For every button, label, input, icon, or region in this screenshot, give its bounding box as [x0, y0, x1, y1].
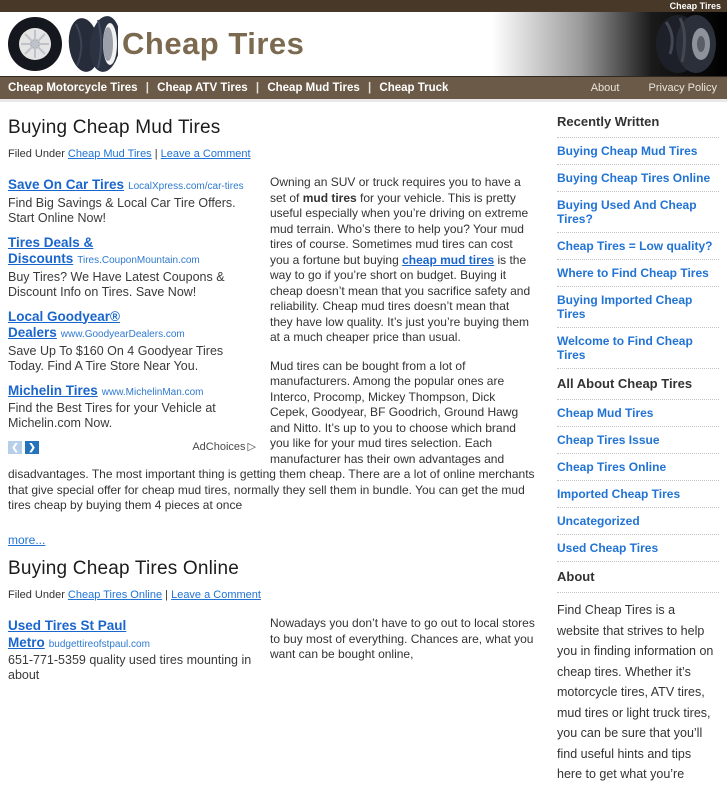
ad-prev-arrow-icon[interactable]: ❮	[8, 441, 22, 454]
sidebar-category-used-cheap-tires[interactable]: Used Cheap Tires	[557, 535, 719, 562]
leave-comment-link[interactable]: Leave a Comment	[160, 148, 251, 160]
leave-comment-link[interactable]: Leave a Comment	[171, 589, 261, 601]
sidebar-heading-all-about-cheap-tires: All About Cheap Tires	[557, 369, 719, 400]
category-link[interactable]: Cheap Tires Online	[67, 589, 163, 601]
filed-under-label: Filed Under	[8, 589, 65, 601]
nav-link-about[interactable]: About	[590, 82, 620, 94]
post-title: Buying Cheap Mud Tires	[8, 117, 221, 138]
post-body	[8, 616, 535, 682]
ad-block	[8, 177, 258, 456]
ad-item	[8, 235, 258, 300]
post-paragraph: Nowadays you don’t have to go out to local stores to buy most of everything. Chances are, what you want can be bought online,	[270, 616, 535, 661]
ad-title-link[interactable]: Save On Car Tires	[8, 177, 125, 192]
bold-text: mud tires	[302, 190, 357, 205]
nav-link-cheap-truck[interactable]: Cheap Truck	[379, 82, 449, 94]
ad-description: 651-771-5359 quality used tires mounting in about	[8, 653, 252, 682]
sidebar-item-cheap-tires-low-quality[interactable]: Cheap Tires = Low quality?	[557, 233, 719, 260]
sidebar-category-imported-cheap-tires[interactable]: Imported Cheap Tires	[557, 481, 719, 508]
sidebar-category-cheap-tires-online[interactable]: Cheap Tires Online	[557, 454, 719, 481]
sidebar-heading-about: About	[557, 562, 719, 593]
cheap-mud-tires-link[interactable]: cheap mud tires	[402, 252, 495, 267]
ad-item	[8, 177, 258, 226]
site-header	[0, 12, 727, 76]
adchoices-label: AdChoices	[192, 441, 246, 453]
ad-description: Save Up To $160 On 4 Goodyear Tires Today. Find A Tire Store Near You.	[8, 343, 224, 373]
ad-url[interactable]: budgettireofstpaul.com	[48, 638, 150, 650]
paragraph-text: for your vehicle. This is pretty useful especially when you’re driving on extreme mud terrain. Who’s there to help you? Your mud tires of course. Sometimes mud tires can cost you a fortune but buying	[270, 190, 529, 267]
content-column	[0, 102, 545, 700]
nav-separator: |	[367, 82, 372, 94]
nav-link-cheap-atv-tires[interactable]: Cheap ATV Tires	[157, 82, 248, 94]
ad-pager	[8, 440, 258, 456]
sidebar-category-cheap-mud-tires[interactable]: Cheap Mud Tires	[557, 400, 719, 427]
paragraph-text: is the way to go if you’re short on budget. Buying it cheap doesn’t mean that you sacrifice safety and reliability. Cheap mud tires doesn’t mean that they have low quality. It’s just you’re buying them at a much cheaper price than usual.	[270, 252, 531, 344]
nav-links	[8, 82, 448, 94]
nav-link-cheap-motorcycle-tires[interactable]: Cheap Motorcycle Tires	[8, 82, 138, 94]
ad-item	[8, 383, 258, 432]
adchoices-link[interactable]	[192, 440, 258, 456]
ad-url[interactable]: LocalXpress.com/car-tires	[128, 181, 244, 192]
ad-description: Find Big Savings & Local Car Tire Offers. Start Online Now!	[8, 195, 236, 225]
header-gradient	[492, 12, 727, 76]
meta-separator: |	[165, 589, 169, 601]
ad-title-link[interactable]: Used Tires St Paul Metro	[8, 618, 127, 650]
filed-under-label: Filed Under	[8, 148, 65, 160]
nav-secondary-links	[565, 82, 717, 94]
sidebar-item-buying-cheap-mud-tires[interactable]: Buying Cheap Mud Tires	[557, 138, 719, 165]
tire-right-icon	[646, 12, 724, 76]
post-meta	[8, 148, 535, 160]
sidebar-about-text: Find Cheap Tires is a website that strives to help you in finding information on cheap tires. Whether it’s motorcycle tires, ATV tires, mud tires or light truck tires, you can be sure that you’ll find useful hints and tips here to get what you’re	[557, 603, 714, 781]
topbar-site-label: Cheap Tires	[669, 1, 721, 11]
ad-url[interactable]: www.MichelinMan.com	[101, 386, 204, 398]
nav-separator: |	[145, 82, 149, 94]
main-area	[0, 102, 727, 785]
post-buying-cheap-mud-tires	[8, 117, 535, 548]
ad-url[interactable]: Tires.CouponMountain.com	[77, 255, 200, 266]
nav-link-cheap-mud-tires[interactable]: Cheap Mud Tires	[267, 82, 360, 94]
more-link[interactable]: more...	[8, 532, 46, 547]
paragraph-text: Owning an SUV or truck requires you to have a set of	[270, 175, 521, 205]
topbar	[0, 0, 727, 12]
sidebar	[545, 102, 727, 785]
adchoices-icon: ▷	[247, 441, 256, 453]
sidebar-item-buying-cheap-tires-online[interactable]: Buying Cheap Tires Online	[557, 165, 719, 192]
nav-link-privacy-policy[interactable]: Privacy Policy	[648, 82, 717, 94]
main-nav	[0, 76, 727, 99]
ad-description: Find the Best Tires for your Vehicle at Michelin.com Now.	[8, 401, 216, 430]
post-buying-cheap-tires-online	[8, 558, 535, 682]
post-paragraph: Mud tires can be bought from a lot of manufacturers. Among the popular ones are Interco, Procomp, Mickey Thompson, Dick Cepek, Goodyear, BF Goodrich, Ground Hawg and Nitto. It’s up to you to choose which brand you like for your mud tires selection. Each manufacturer has their own advantages and disadvantages. The most important thing is getting them cheap. There are a lot of online merchants that give special offer for cheap mud tires, normally they sell them in bundle. You can get the mud tires cheap by buying them 4 pieces at once	[8, 358, 535, 512]
sidebar-heading-recently-written: Recently Written	[557, 112, 719, 138]
ad-block	[8, 618, 258, 692]
category-link[interactable]: Cheap Mud Tires	[67, 148, 152, 160]
sidebar-item-where-to-find-cheap-tires[interactable]: Where to Find Cheap Tires	[557, 260, 719, 287]
sidebar-item-welcome-to-find-cheap-tires[interactable]: Welcome to Find Cheap Tires	[557, 328, 719, 369]
sidebar-item-buying-imported-cheap-tires[interactable]: Buying Imported Cheap Tires	[557, 287, 719, 328]
ad-url[interactable]: www.GoodyearDealers.com	[60, 329, 185, 340]
sidebar-category-uncategorized[interactable]: Uncategorized	[557, 508, 719, 535]
ad-title-link[interactable]: Local Goodyear® Dealers	[8, 308, 120, 340]
tires-left-icon	[6, 14, 118, 76]
ad-title-link[interactable]: Tires Deals & Discounts	[8, 234, 94, 266]
post-meta	[8, 589, 535, 601]
ad-item	[8, 309, 258, 374]
post-body	[8, 175, 535, 548]
ad-title-link[interactable]: Michelin Tires	[8, 382, 98, 398]
meta-separator: |	[154, 148, 158, 160]
nav-separator: |	[255, 82, 260, 94]
ad-description: Buy Tires? We Have Latest Coupons & Discount Info on Tires. Save Now!	[8, 269, 225, 299]
site-title: Cheap Tires	[122, 26, 305, 61]
ad-item	[8, 618, 258, 683]
post-title: Buying Cheap Tires Online	[8, 558, 240, 579]
ad-next-arrow-icon[interactable]: ❯	[25, 441, 39, 454]
sidebar-category-cheap-tires-issue[interactable]: Cheap Tires Issue	[557, 427, 719, 454]
sidebar-item-buying-used-and-cheap-tires[interactable]: Buying Used And Cheap Tires?	[557, 192, 719, 233]
